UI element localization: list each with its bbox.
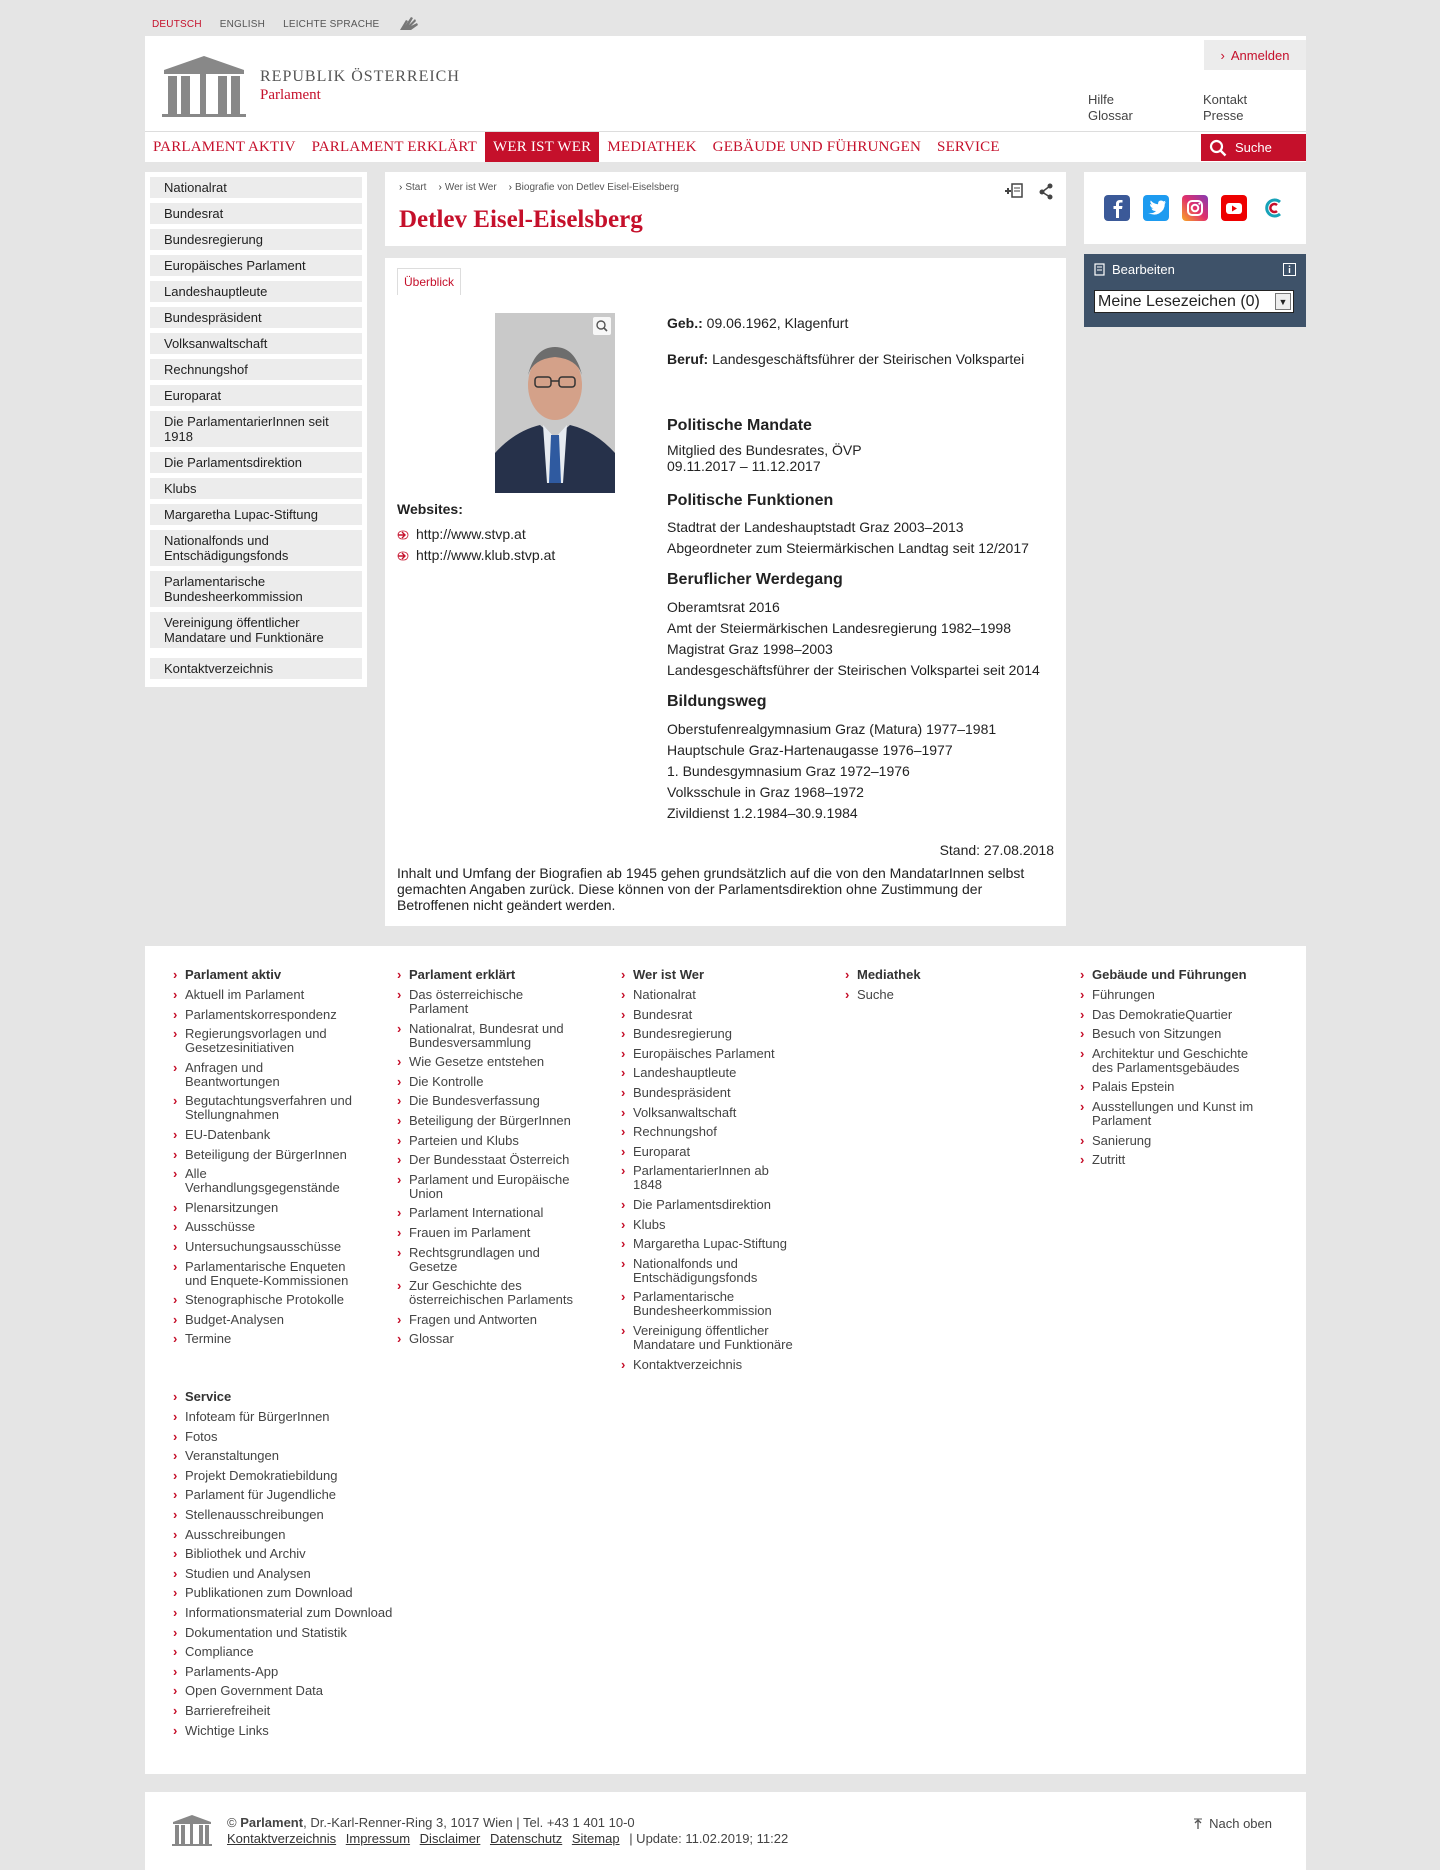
chevron-down-icon: ▼ — [1275, 293, 1291, 310]
sitemap-heading[interactable]: › Parlament erklärt — [397, 968, 577, 982]
sitemap-column-parlament-erklaert — [397, 968, 577, 1352]
sitemap-link[interactable]: › Zutritt — [1080, 1153, 1270, 1167]
sitemap-link[interactable]: › Rechtsgrundlagen und Gesetze — [397, 1246, 577, 1274]
sitemap-link[interactable]: › Open Government Data — [173, 1684, 403, 1698]
edit-panel — [1084, 254, 1306, 327]
sidebar-item-parlamentarierinnen[interactable]: Die ParlamentarierInnen seit 1918 — [150, 411, 362, 447]
sitemap-link[interactable]: › Bibliothek und Archiv — [173, 1547, 403, 1561]
sitemap-link[interactable]: › Informationsmaterial zum Download — [173, 1606, 403, 1620]
sitemap-link[interactable]: › Nationalrat, Bundesrat und Bundesversammlung — [397, 1022, 577, 1050]
sitemap-link[interactable]: › Der Bundesstaat Österreich — [397, 1153, 577, 1167]
footer-link-sitemap[interactable]: Sitemap — [571, 1831, 620, 1846]
lang-deutsch[interactable]: DEUTSCH — [152, 18, 202, 30]
sitemap-link[interactable]: › Europarat — [621, 1145, 801, 1159]
sitemap-link[interactable]: › Publikationen zum Download — [173, 1586, 403, 1600]
sitemap-link[interactable]: › Dokumentation und Statistik — [173, 1626, 403, 1640]
sitemap-link[interactable]: › Glossar — [397, 1332, 577, 1346]
sitemap-link[interactable]: › Europäisches Parlament — [621, 1047, 801, 1061]
sitemap-link[interactable]: › Barrierefreiheit — [173, 1704, 403, 1718]
nav-service[interactable]: SERVICE — [937, 138, 1000, 155]
footer-text: © Parlament, Dr.-Karl-Renner-Ring 3, 1017 Wien | Tel. +43 1 401 10-0 Kontaktverzeichnis Impressum Disclaimer Datenschutz Sitemap | Update: 11.02.2019; 11:22 — [227, 1815, 789, 1846]
sitemap-link[interactable]: › Parlamentarische Bundesheerkommission — [621, 1290, 801, 1318]
sitemap-heading[interactable]: › Gebäude und Führungen — [1080, 968, 1270, 982]
footer-link-disclaimer[interactable]: Disclaimer — [419, 1831, 481, 1846]
sitemap-link[interactable]: › Suche — [845, 988, 1025, 1002]
search-icon — [1209, 139, 1227, 157]
sidebar-item-bundespraesident[interactable]: Bundespräsident — [150, 307, 362, 328]
sitemap-link[interactable]: › Zur Geschichte des österreichischen Parlaments — [397, 1279, 577, 1307]
sitemap-link[interactable]: › Bundespräsident — [621, 1086, 801, 1100]
external-link-icon — [397, 530, 409, 540]
sitemap-column-gebaeude — [1080, 968, 1270, 1173]
nav-mediathek[interactable]: MEDIATHEK — [607, 138, 697, 155]
sidebar-item-kontaktverzeichnis[interactable]: Kontaktverzeichnis — [150, 658, 362, 679]
birth-info: Geb.: 09.06.1962, Klagenfurt — [667, 315, 849, 331]
section-lines: Oberamtsrat 2016 Amt der Steiermärkischen Landesregierung 1982–1998 Magistrat Graz 1998–2003 Landesgeschäftsführer der Steirischen Volkspartei seit 2014 — [667, 599, 1040, 678]
portrait-photo[interactable] — [495, 313, 615, 493]
arrow-up-icon — [1193, 1818, 1203, 1830]
sitemap-heading[interactable]: › Parlament aktiv — [173, 968, 353, 982]
sitemap-link[interactable]: › Aktuell im Parlament — [173, 988, 353, 1002]
sitemap-link[interactable]: › Untersuchungsausschüsse — [173, 1240, 353, 1254]
sitemap-heading[interactable]: › Service — [173, 1390, 403, 1404]
sitemap-link[interactable]: › Parlament für Jugendliche — [173, 1488, 403, 1502]
title-box — [385, 172, 1066, 246]
tab-ueberblick[interactable]: Überblick — [397, 268, 461, 295]
disclaimer-text: Inhalt und Umfang der Biografien ab 1945 gehen grundsätzlich auf die von den MandatarInnen selbst gemachten Angaben zurück. Diese können von der Parlamentsdirektion ohne Zustimmung der Betroffenen nicht geändert werden. — [397, 865, 1025, 913]
sitemap-heading[interactable]: › Wer ist Wer — [621, 968, 801, 982]
sitemap-link[interactable]: › Ausstellungen und Kunst im Parlament — [1080, 1100, 1270, 1128]
sidebar-item-bundesheerkommission[interactable]: Parlamentarische Bundesheerkommission — [150, 571, 362, 607]
sitemap-link[interactable]: › Bundesregierung — [621, 1027, 801, 1041]
press-link[interactable]: Presse — [1203, 108, 1244, 123]
edit-title: Bearbeiten — [1112, 262, 1175, 277]
info-icon[interactable] — [1283, 263, 1296, 276]
sidebar-item-europarat[interactable]: Europarat — [150, 385, 362, 406]
sitemap-link[interactable]: › Die Bundesverfassung — [397, 1094, 577, 1108]
sitemap-link[interactable]: › Die Parlamentsdirektion — [621, 1198, 801, 1212]
instagram-icon[interactable] — [1182, 195, 1208, 221]
update-info: | Update: 11.02.2019; 11:22 — [629, 1831, 789, 1846]
sitemap-link[interactable]: › Ausschreibungen — [173, 1528, 403, 1542]
sitemap-link[interactable]: › ParlamentarierInnen ab 1848 — [621, 1164, 801, 1192]
flickr-icon[interactable] — [1260, 195, 1286, 221]
sitemap-link[interactable]: › Projekt Demokratiebildung — [173, 1469, 403, 1483]
facebook-icon[interactable] — [1104, 195, 1130, 221]
section-lines: Oberstufenrealgymnasium Graz (Matura) 1977–1981 Hauptschule Graz-Hartenaugasse 1976–1977 1. Bundesgymnasium Graz 1972–1976 Volksschule in Graz 1968–1972 Zivildienst 1.2.1984–30.9.1984 — [667, 721, 997, 821]
websites-heading: Websites: — [397, 501, 463, 517]
breadcrumb — [399, 182, 679, 193]
nav-parlament-aktiv[interactable]: PARLAMENT AKTIV — [153, 138, 296, 155]
section-lines: Mitglied des Bundesrates, ÖVP 09.11.2017 – 11.12.2017 — [667, 442, 862, 474]
twitter-icon[interactable] — [1143, 195, 1169, 221]
sidebar-item-klubs[interactable]: Klubs — [150, 478, 362, 499]
sitemap-link[interactable]: › Kontaktverzeichnis — [621, 1358, 801, 1372]
sitemap-link[interactable]: › Palais Epstein — [1080, 1080, 1270, 1094]
sitemap-link[interactable]: › Rechnungshof — [621, 1125, 801, 1139]
sitemap-link[interactable]: › Studien und Analysen — [173, 1567, 403, 1581]
profession-info: Beruf: Landesgeschäftsführer der Steirischen Volkspartei — [667, 351, 1025, 367]
lang-leichte-sprache[interactable]: LEICHTE SPRACHE — [283, 18, 380, 30]
sitemap-link[interactable]: › Führungen — [1080, 988, 1270, 1002]
sitemap-link[interactable]: › Termine — [173, 1332, 353, 1346]
sitemap-link[interactable]: › Parlament und Europäische Union — [397, 1173, 577, 1201]
logo-title: REPUBLIK ÖSTERREICH — [260, 68, 460, 85]
sitemap-link[interactable]: › Bundesrat — [621, 1008, 801, 1022]
websites-list — [397, 524, 555, 566]
sitemap-column-wer-ist-wer — [621, 968, 801, 1377]
external-link-icon — [397, 551, 409, 561]
sitemap-link[interactable]: › Fotos — [173, 1430, 403, 1444]
login-button[interactable]: › Anmelden — [1204, 40, 1306, 70]
sitemap-link[interactable]: › Vereinigung öffentlicher Mandatare und Funktionäre — [621, 1324, 801, 1352]
back-to-top-link[interactable]: Nach oben — [1193, 1816, 1272, 1831]
section-heading: Politische Funktionen — [667, 492, 834, 509]
sitemap-link[interactable]: › Parlaments-App — [173, 1665, 403, 1679]
nav-wer-ist-wer[interactable]: WER IST WER — [485, 132, 599, 162]
zoom-icon[interactable] — [593, 317, 611, 335]
social-media-links — [1084, 172, 1306, 244]
sidebar-item-nationalrat[interactable]: Nationalrat — [150, 177, 362, 198]
sitemap-link[interactable]: › Nationalfonds und Entschädigungsfonds — [621, 1257, 801, 1285]
sitemap-link[interactable]: › Ausschüsse — [173, 1220, 353, 1234]
search-button[interactable]: Suche — [1201, 134, 1306, 161]
sitemap-link[interactable]: › Volksanwaltschaft — [621, 1106, 801, 1120]
site-logo[interactable] — [160, 54, 460, 118]
footer-link-kontaktverzeichnis[interactable]: Kontaktverzeichnis — [227, 1831, 337, 1846]
sidebar-item-rechnungshof[interactable]: Rechnungshof — [150, 359, 362, 380]
hands-sign-language-icon[interactable] — [397, 14, 423, 34]
parliament-logo-icon — [160, 54, 248, 118]
sidebar-item-landeshauptleute[interactable]: Landeshauptleute — [150, 281, 362, 302]
sitemap-link[interactable]: › Klubs — [621, 1218, 801, 1232]
contact-link[interactable]: Kontakt — [1203, 92, 1248, 107]
nav-parlament-erklaert[interactable]: PARLAMENT ERKLÄRT — [311, 138, 478, 155]
help-link[interactable]: Hilfe — [1088, 92, 1115, 107]
sitemap-column-parlament-aktiv — [173, 968, 353, 1352]
sitemap-link[interactable]: › Parteien und Klubs — [397, 1134, 577, 1148]
footer-bar — [145, 1792, 1306, 1870]
sitemap-link[interactable]: › Plenarsitzungen — [173, 1201, 353, 1215]
portrait-image — [495, 313, 615, 493]
sidebar-item-bundesrat[interactable]: Bundesrat — [150, 203, 362, 224]
lang-english[interactable]: ENGLISH — [219, 18, 266, 30]
sitemap-link[interactable]: › Regierungsvorlagen und Gesetzesinitiativen — [173, 1027, 353, 1055]
sitemap-link[interactable]: › Wichtige Links — [173, 1724, 403, 1738]
sitemap-column-service — [173, 1390, 403, 1743]
sitemap-link[interactable]: › Fragen und Antworten — [397, 1313, 577, 1327]
sitemap-link[interactable]: › Alle Verhandlungsgegenstände — [173, 1167, 353, 1195]
sitemap-link[interactable]: › Stenographische Protokolle — [173, 1293, 353, 1307]
bookmarks-select[interactable]: Meine Lesezeichen (0) ▼ — [1094, 290, 1294, 313]
sitemap-link[interactable]: › Begutachtungsverfahren und Stellungnahmen — [173, 1094, 353, 1122]
sidebar-item-volksanwaltschaft[interactable]: Volksanwaltschaft — [150, 333, 362, 354]
share-icon[interactable] — [1038, 182, 1054, 200]
sitemap-heading[interactable]: › Mediathek — [845, 968, 1025, 982]
sitemap-link[interactable]: › Wie Gesetze entstehen — [397, 1055, 577, 1069]
footer-link-impressum[interactable]: Impressum — [345, 1831, 411, 1846]
sitemap-link[interactable]: › Sanierung — [1080, 1134, 1270, 1148]
edit-icon — [1094, 263, 1106, 276]
nav-gebaeude[interactable]: GEBÄUDE UND FÜHRUNGEN — [712, 138, 922, 155]
sitemap-link[interactable]: › EU-Datenbank — [173, 1128, 353, 1142]
sidebar-item-bundesregierung[interactable]: Bundesregierung — [150, 229, 362, 250]
sitemap-link[interactable]: › Besuch von Sitzungen — [1080, 1027, 1270, 1041]
language-bar — [152, 14, 423, 34]
sidebar-item-nationalfonds[interactable]: Nationalfonds und Entschädigungsfonds — [150, 530, 362, 566]
sidebar-item-vereinigung[interactable]: Vereinigung öffentlicher Mandatare und Funktionäre — [150, 612, 362, 648]
sitemap-link[interactable]: › Compliance — [173, 1645, 403, 1659]
website-link[interactable]: http://www.klub.stvp.at — [397, 545, 555, 566]
glossary-link[interactable]: Glossar — [1088, 108, 1133, 123]
sitemap-link[interactable]: › Budget-Analysen — [173, 1313, 353, 1327]
sitemap-link[interactable]: › Nationalrat — [621, 988, 801, 1002]
sitemap-column-mediathek — [845, 968, 1025, 1008]
left-sidebar — [145, 172, 367, 687]
sitemap-link[interactable]: › Beteiligung der BürgerInnen — [397, 1114, 577, 1128]
section-heading: Beruflicher Werdegang — [667, 571, 843, 588]
sitemap-link[interactable]: › Parlamentskorrespondenz — [173, 1008, 353, 1022]
main-navigation — [145, 131, 1306, 162]
sidebar-item-parlamentsdirektion[interactable]: Die Parlamentsdirektion — [150, 452, 362, 473]
section-heading: Bildungsweg — [667, 693, 767, 710]
sitemap-link[interactable]: › Architektur und Geschichte des Parlamentsgebäudes — [1080, 1047, 1270, 1075]
breadcrumb-current: › Biografie von Detlev Eisel-Eiselsberg — [509, 182, 679, 193]
logo-subtitle: Parlament — [260, 87, 321, 103]
section-lines: Stadtrat der Landeshauptstadt Graz 2003–2013 Abgeordneter zum Steiermärkischen Landtag seit 12/2017 — [667, 519, 1029, 556]
sitemap-link[interactable]: › Veranstaltungen — [173, 1449, 403, 1463]
section-heading: Politische Mandate — [667, 417, 812, 434]
sitemap-link[interactable]: › Parlament International — [397, 1206, 577, 1220]
sitemap-link[interactable]: › Das DemokratieQuartier — [1080, 1008, 1270, 1022]
footer-link-datenschutz[interactable]: Datenschutz — [489, 1831, 563, 1846]
sitemap-link[interactable]: › Beteiligung der BürgerInnen — [173, 1148, 353, 1162]
breadcrumb-start[interactable]: › Start — [399, 182, 426, 193]
parliament-logo-icon — [171, 1814, 213, 1846]
sitemap-link[interactable]: › Landeshauptleute — [621, 1066, 801, 1080]
footer-sitemap — [145, 946, 1306, 1774]
sitemap-link[interactable]: › Parlamentarische Enqueten und Enquete-Kommissionen — [173, 1260, 353, 1288]
sitemap-link[interactable]: › Das österreichische Parlament — [397, 988, 577, 1016]
site-header — [145, 36, 1306, 131]
biography-content — [385, 258, 1066, 926]
youtube-icon[interactable] — [1221, 195, 1247, 221]
page-title: Detlev Eisel-Eiselsberg — [399, 206, 643, 233]
website-link[interactable]: http://www.stvp.at — [397, 524, 555, 545]
chevron-right-icon: › — [1220, 47, 1225, 63]
sitemap-link[interactable]: › Margaretha Lupac-Stiftung — [621, 1237, 801, 1251]
breadcrumb-wer-ist-wer[interactable]: › Wer ist Wer — [438, 182, 496, 193]
add-bookmark-icon[interactable] — [1004, 182, 1024, 200]
sitemap-link[interactable]: › Anfragen und Beantwortungen — [173, 1061, 353, 1089]
last-updated: Stand: 27.08.2018 — [939, 842, 1054, 858]
sitemap-link[interactable]: › Frauen im Parlament — [397, 1226, 577, 1240]
sitemap-link[interactable]: › Infoteam für BürgerInnen — [173, 1410, 403, 1424]
sidebar-item-lupac-stiftung[interactable]: Margaretha Lupac-Stiftung — [150, 504, 362, 525]
sidebar-item-europaeisches-parlament[interactable]: Europäisches Parlament — [150, 255, 362, 276]
sitemap-link[interactable]: › Die Kontrolle — [397, 1075, 577, 1089]
sitemap-link[interactable]: › Stellenausschreibungen — [173, 1508, 403, 1522]
